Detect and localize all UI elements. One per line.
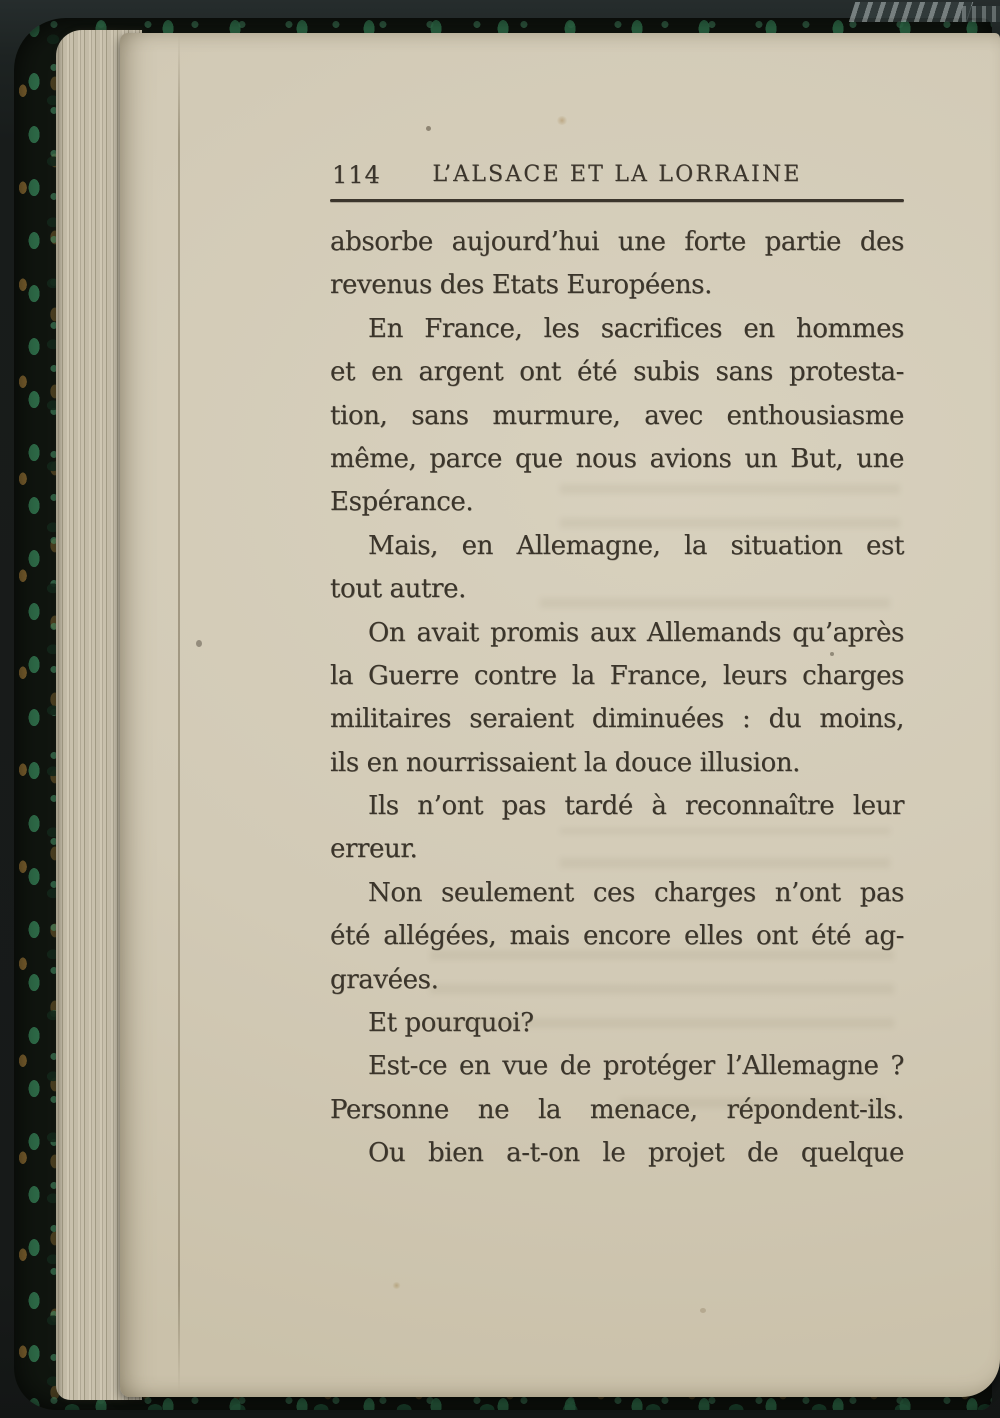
text-line: tion, sans murmure, avec enthousiasme (330, 400, 904, 431)
binding-cloth-glint (849, 2, 973, 22)
text-line: Et pourquoi? (368, 1008, 534, 1039)
text-line: Est-ce en vue de protéger l’Allemagne ? (368, 1051, 904, 1082)
text-line: Mais, en Allemagne, la situation est (368, 530, 904, 561)
text-line: En France, les sacrifices en hommes (368, 313, 904, 344)
header-rule (330, 199, 904, 202)
binding-cloth-glint (962, 6, 1000, 22)
text-line: ils en nourrissaient la douce illusion. (330, 747, 801, 778)
text-line: et en argent ont été subis sans protesta- (330, 357, 904, 388)
text-line: On avait promis aux Allemands qu’après (368, 617, 904, 648)
text-line: Personne ne la menace, répondent-ils. (330, 1094, 904, 1125)
running-title: L’ALSACE ET LA LORRAINE (432, 162, 802, 187)
body-text (330, 221, 904, 1176)
text-line: tout autre. (330, 574, 466, 605)
text-line: Espérance. (330, 487, 474, 518)
text-line: Ou bien a-t-on le projet de quelque (368, 1138, 904, 1169)
text-line: été allégées, mais encore elles ont été ag- (330, 921, 904, 952)
page-fold-edge (178, 33, 180, 1393)
text-line: gravées. (330, 964, 439, 995)
text-line: même, parce que nous avions un But, une (330, 443, 904, 474)
text-line: revenus des Etats Européens. (330, 270, 712, 301)
text-line: militaires seraient diminuées : du moins, (330, 704, 904, 735)
text-line: Non seulement ces charges n’ont pas (368, 877, 904, 908)
text-line: la Guerre contre la France, leurs charges (330, 660, 904, 691)
text-line: erreur. (330, 834, 418, 865)
page-number: 114 (332, 161, 381, 189)
text-line: absorbe aujourd’hui une forte partie des (330, 227, 904, 257)
text-line: Ils n’ont pas tardé à reconnaître leur (368, 791, 904, 822)
